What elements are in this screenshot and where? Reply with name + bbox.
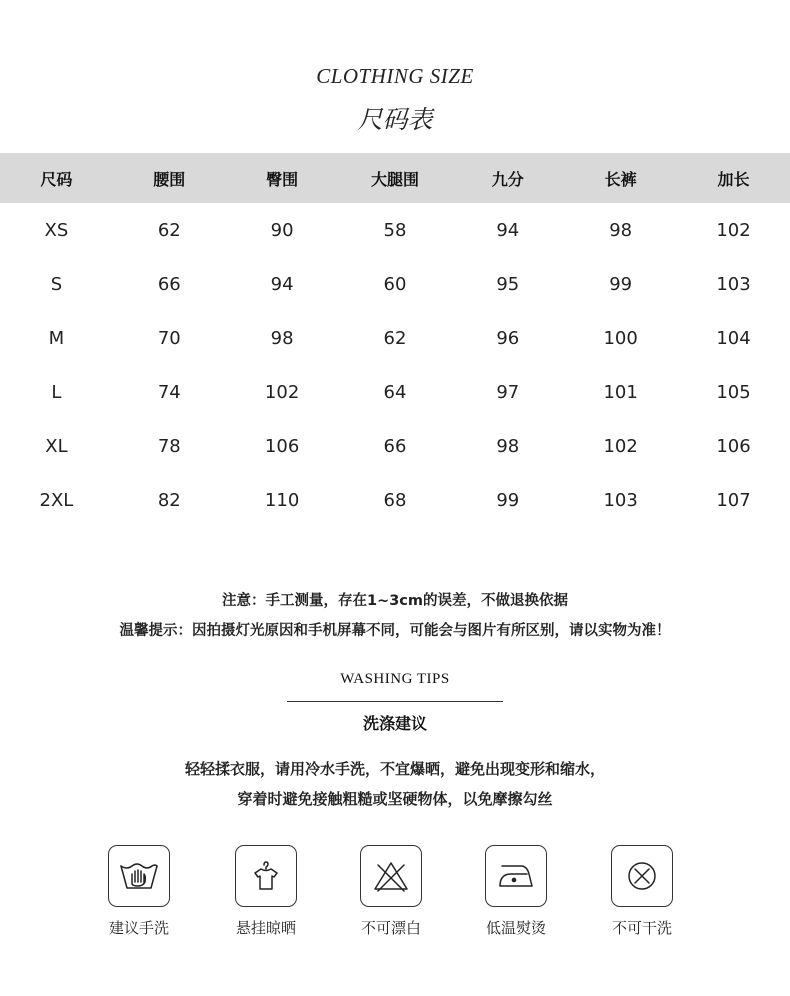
- table-cell: 102: [716, 219, 751, 241]
- care-label: 悬挂晾晒: [235, 919, 296, 937]
- table-cell: 105: [716, 381, 751, 403]
- table-cell: 2XL: [39, 489, 74, 511]
- table-cell: 66: [157, 273, 181, 295]
- table-cell: 62: [157, 219, 181, 241]
- washing-tips-title-chinese: 洗涤建议: [362, 714, 427, 733]
- table-cell: 96: [496, 327, 520, 349]
- table-cell: 107: [716, 489, 751, 511]
- care-label: 建议手洗: [108, 919, 169, 937]
- table-cell: L: [51, 381, 62, 403]
- care-item-no-dry-clean: [587, 845, 697, 938]
- table-cell: 99: [496, 489, 520, 511]
- table-cell: 100: [603, 327, 638, 349]
- table-cell: 97: [496, 381, 520, 403]
- care-item-no-bleach: [336, 845, 446, 938]
- table-cell: 103: [716, 273, 751, 295]
- care-label: 不可干洗: [611, 919, 672, 937]
- table-cell: 98: [496, 435, 520, 457]
- hang-dry-icon: [235, 845, 297, 907]
- care-item-hand-wash: [84, 845, 194, 938]
- table-cell: 94: [270, 273, 294, 295]
- care-item-hang-dry: [211, 845, 321, 938]
- table-cell: 104: [716, 327, 751, 349]
- table-cell: M: [48, 327, 65, 349]
- column-header-long-pants: 长裤: [604, 169, 637, 189]
- table-cell: 106: [264, 435, 300, 457]
- table-cell: 66: [383, 435, 407, 457]
- table-cell: XL: [45, 435, 68, 457]
- table-row: [0, 473, 790, 527]
- table-cell: 62: [383, 327, 407, 349]
- table-cell: 90: [270, 219, 294, 241]
- table-header-row: [0, 153, 790, 203]
- table-cell: 98: [609, 219, 633, 241]
- table-row: [0, 419, 790, 473]
- low-iron-icon: [485, 845, 547, 907]
- washing-title-divider: [287, 701, 503, 702]
- column-header-thigh: 大腿围: [370, 169, 419, 189]
- size-table: [0, 153, 790, 527]
- table-cell: 78: [157, 435, 181, 457]
- table-cell: XS: [44, 219, 69, 241]
- washing-tips-title-english: WASHING TIPS: [340, 671, 450, 687]
- table-cell: 103: [603, 489, 638, 511]
- table-cell: 68: [383, 489, 407, 511]
- page-title-english: CLOTHING SIZE: [316, 64, 474, 88]
- table-row: [0, 203, 790, 257]
- table-row: [0, 365, 790, 419]
- no-dry-clean-icon: [611, 845, 673, 907]
- table-cell: 70: [157, 327, 181, 349]
- table-cell: 82: [157, 489, 181, 511]
- table-cell: 95: [496, 273, 520, 295]
- no-bleach-icon: [360, 845, 422, 907]
- table-cell: 102: [264, 381, 300, 403]
- table-cell: 99: [609, 273, 633, 295]
- table-cell: 58: [383, 219, 407, 241]
- table-cell: 106: [716, 435, 751, 457]
- table-cell: 94: [496, 219, 520, 241]
- hand-wash-icon: [108, 845, 170, 907]
- care-label: 不可漂白: [360, 919, 421, 937]
- column-header-hip: 臀围: [266, 169, 299, 189]
- color-difference-note: 温馨提示：因拍摄灯光原因和手机屏幕不同，可能会与图片有所区别，请以实物为准！: [119, 623, 671, 639]
- table-cell: 101: [603, 381, 638, 403]
- table-cell: S: [50, 273, 63, 295]
- page-title-chinese: 尺码表: [357, 105, 433, 134]
- table-cell: 98: [270, 327, 294, 349]
- column-header-waist: 腰围: [153, 169, 186, 189]
- washing-description-line-1: 轻轻揉衣服，请用冷水手洗，不宜爆晒，避免出现变形和缩水，: [184, 760, 605, 778]
- column-header-extra-long: 加长: [717, 169, 750, 189]
- table-cell: 74: [157, 381, 181, 403]
- table-cell: 102: [603, 435, 638, 457]
- table-cell: 60: [383, 273, 407, 295]
- measurement-note: 注意：手工测量，存在1~3cm的误差，不做退换依据: [221, 593, 569, 609]
- column-header-ninth-length: 九分: [491, 169, 524, 189]
- table-row: [0, 311, 790, 365]
- column-header-size: 尺码: [40, 169, 73, 189]
- washing-description-line-2: 穿着时避免接触粗糙或坚硬物体，以免摩擦勾丝: [237, 790, 553, 808]
- table-row: [0, 257, 790, 311]
- care-item-low-iron: [461, 845, 571, 938]
- table-cell: 110: [264, 489, 300, 511]
- table-cell: 64: [383, 381, 407, 403]
- care-label: 低温熨烫: [485, 919, 546, 937]
